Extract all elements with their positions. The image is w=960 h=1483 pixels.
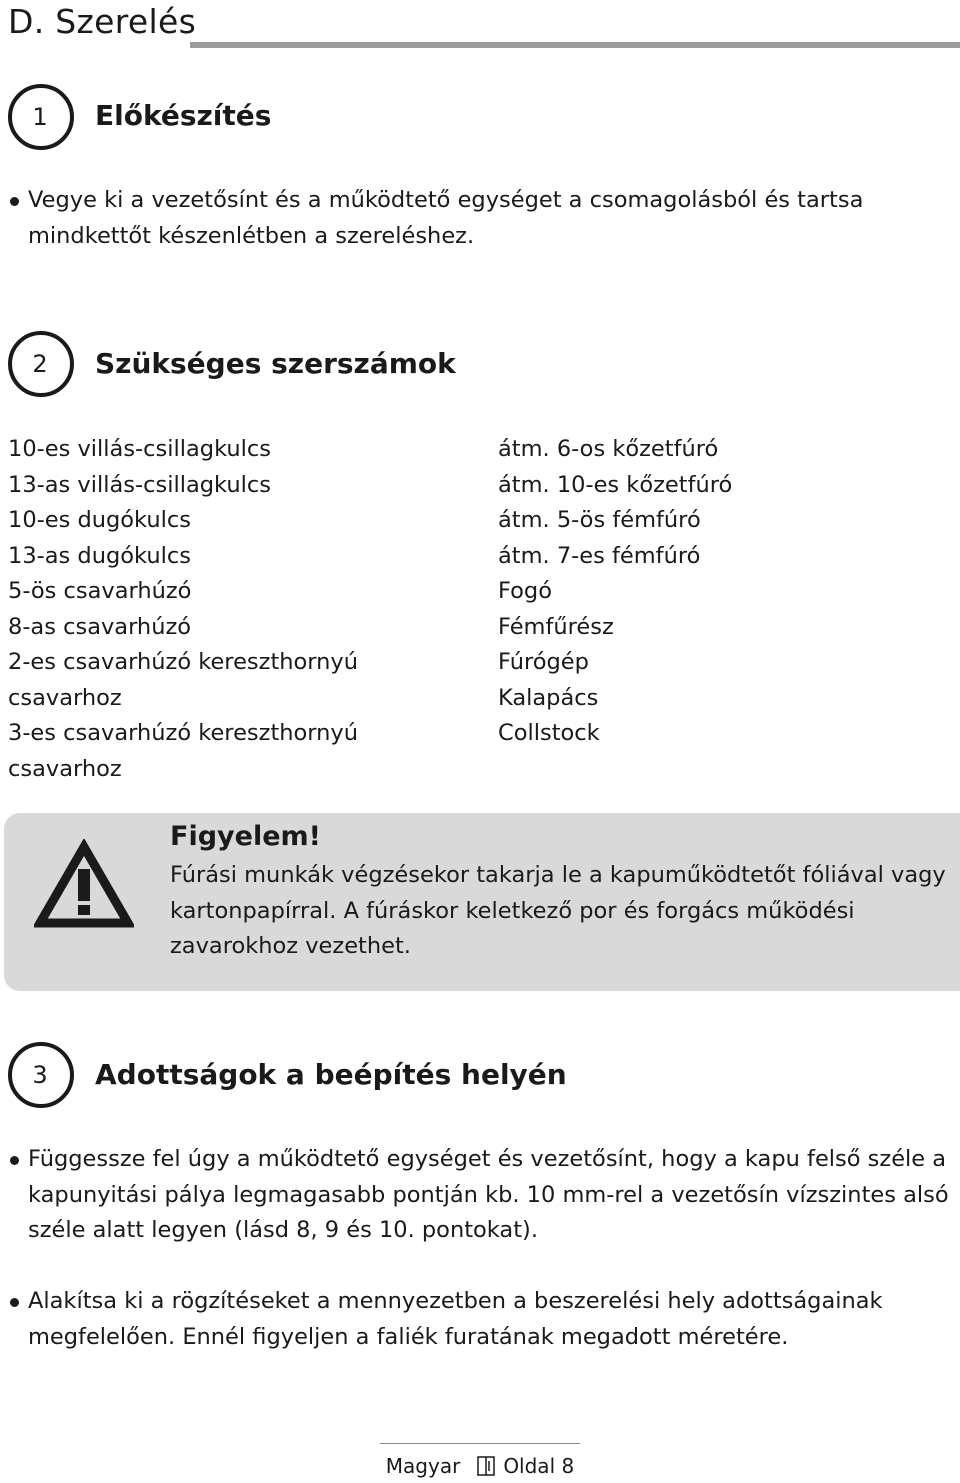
step-number: 2 [32, 350, 48, 378]
footer-divider [380, 1443, 580, 1444]
section-title: Előkészítés [95, 99, 272, 132]
tool-item: Fúrógép [498, 649, 589, 675]
tool-item: 2-es csavarhúzó kereszthornyú [8, 649, 358, 675]
tool-item: Kalapács [498, 684, 599, 711]
tool-item: csavarhoz [8, 684, 122, 711]
warning-text: Fúrási munkák végzésekor takarja le a kapuműködtetőt fóliával vagy kartonpapírral. A fúráskor keletkező por és forgács működési zavarokhoz vezethet. [170, 862, 946, 959]
tool-item: Fogó [498, 578, 552, 604]
tool-item: 10-es villás-csillagkulcs [8, 436, 272, 462]
bullet-item: Vegye ki a vezetősínt és a működtető egységet a csomagolásból és tartsa mindkettőt készenlétben a szereléshez. [8, 183, 954, 254]
tool-item: Fémfűrész [498, 613, 614, 640]
tools-list-right [498, 432, 732, 752]
header-divider [190, 42, 960, 48]
book-icon [476, 1455, 496, 1477]
tool-item: csavarhoz [8, 755, 122, 782]
tool-item: átm. 10-es kőzetfúró [498, 471, 733, 498]
tool-item: 8-as csavarhúzó [8, 613, 192, 640]
tools-list-left [8, 432, 358, 787]
tool-item: 3-es csavarhúzó kereszthornyú [8, 720, 358, 746]
tool-item: 13-as dugókulcs [8, 542, 191, 569]
bullet-item: Alakítsa ki a rögzítéseket a mennyezetben a beszerelési hely adottságainak megfelelően. Ennél figyeljen a faliék furatának megadott méretére. [8, 1284, 954, 1355]
tool-item: 13-as villás-csillagkulcs [8, 471, 271, 498]
section-title: Szükséges szerszámok [95, 347, 456, 380]
step-number-badge [8, 331, 74, 397]
warning-triangle-icon [34, 839, 134, 929]
bullet-item: Függessze fel úgy a működtető egységet és vezetősínt, hogy a kapu felső széle a kapunyitási pálya legmagasabb pontján kb. 10 mm-rel a vezetősín vízszintes alsó széle alatt legyen (lásd 8, 9 és 10. pontokat). [8, 1142, 954, 1249]
tool-item: átm. 6-os kőzetfúró [498, 436, 719, 462]
step-number: 3 [32, 1061, 48, 1089]
tool-item: átm. 7-es fémfúró [498, 542, 701, 569]
tool-item: 10-es dugókulcs [8, 507, 191, 533]
tool-item: Collstock [498, 720, 600, 746]
footer-language: Magyar [385, 1454, 461, 1478]
step-number: 1 [32, 103, 48, 131]
section-title: Adottságok a beépítés helyén [95, 1058, 567, 1091]
step-number-badge [8, 1042, 74, 1108]
page-title: D. Szerelés [8, 2, 197, 41]
step-number-badge [8, 84, 74, 150]
warning-box [4, 813, 960, 991]
tool-item: 5-ös csavarhúzó [8, 578, 192, 604]
tool-item: átm. 5-ös fémfúró [498, 507, 701, 533]
footer-page-label: Oldal 8 [503, 1454, 575, 1478]
page-footer [0, 1452, 960, 1480]
warning-title: Figyelem! [170, 821, 321, 852]
